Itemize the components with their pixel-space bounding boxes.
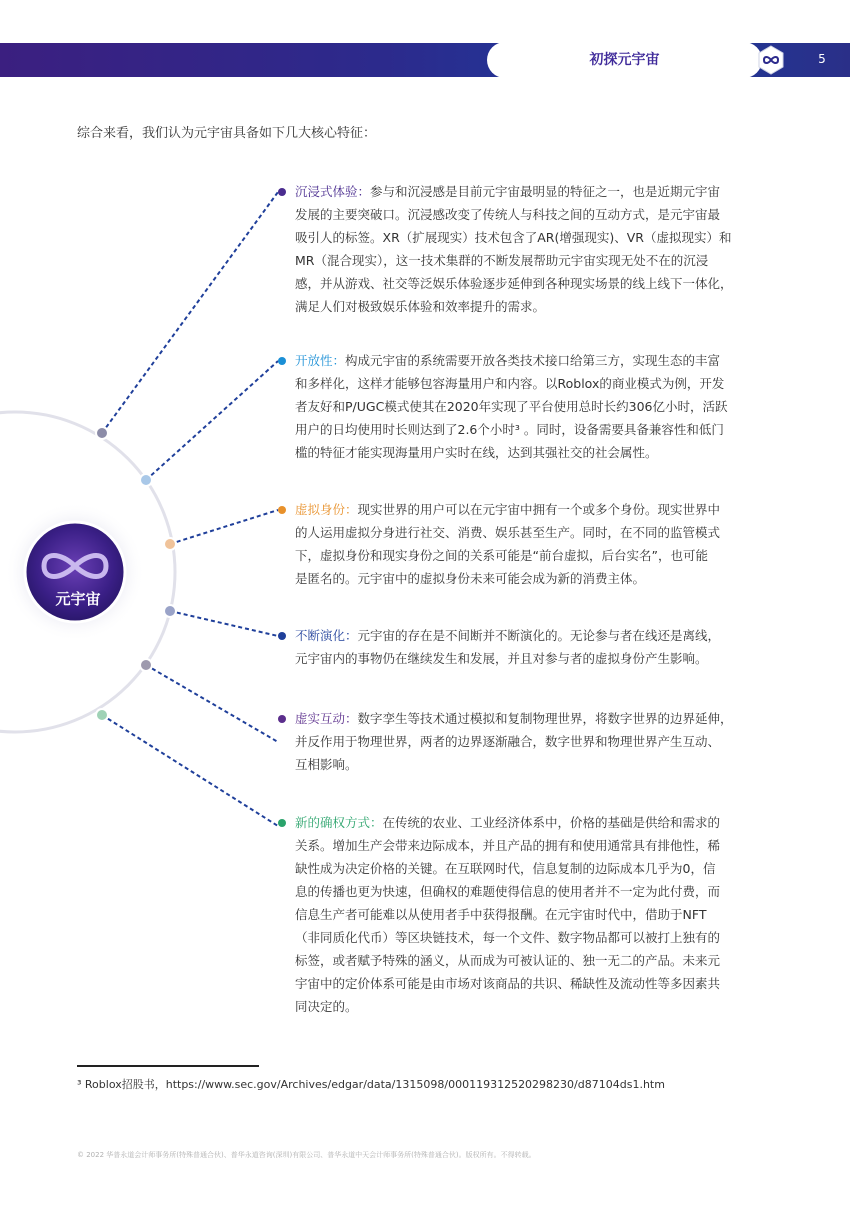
intro-text: 综合来看，我们认为元宇宙具备如下几大核心特征： xyxy=(77,126,377,141)
page-number: 5 xyxy=(818,52,826,66)
feature-virtual-real-interaction: 虚实互动：数字孪生等技术通过模拟和复制物理世界，将数字世界的边界延伸， 并反作用于物理世界，两者的边界逐渐融合，数字世界和物理世界产生互动、 互相影响。 xyxy=(295,711,733,772)
feature-bullet xyxy=(278,506,286,514)
feature-evolution: 不断演化：元宇宙的存在是不间断并不断演化的。无论参与者在线还是离线， 元宇宙内的事物仍在继续发生和发展，并且对参与者的虚拟身份产生影响。 xyxy=(295,628,721,666)
feature-bullet xyxy=(278,357,286,365)
connector-line xyxy=(170,611,278,636)
feature-bullet xyxy=(278,188,286,196)
feature-virtual-identity: 虚拟身份：现实世界的用户可以在元宇宙中拥有一个或多个身份。现实世界中 的人运用虚拟分身进行社交、消费、娱乐甚至生产。同时，在不同的监管模式 下，虚拟身份和现实身份之间的关系可能是“前台虚拟，后台实名”，也可能 是匿名的。元宇宙中的虚拟身份未来可能会成为新的消费主体。 xyxy=(295,502,721,586)
feature-new-ownership: 新的确权方式：在传统的农业、工业经济体系中，价格的基础是供给和需求的 关系。增加生产会带来边际成本，并且产品的拥有和使用通常具有排他性，稀 缺性成为决定价格的关键。在互联网时代，信息复制的边际成本几乎为0，信 息的传播也更为快速，但确权的难题使得信息的使用者并不一定为此付费，而 信息生产者可能难以从使用者手中获得报酬。在元宇宙时代中，借助于NFT （非同质化代币）等区块链技术，每一个文件、数字物品都可以被打上独有的 标签，或者赋予特殊的涵义，从而成为可被认证的、独一无二的产品。未来元 宇宙中的定价体系可能是由市场对该商品的共识、稀缺性及流动性等多因素共 同决定的。 xyxy=(295,815,721,1014)
feature-openness: 开放性：构成元宇宙的系统需要开放各类技术接口给第三方，实现生态的丰富 和多样化，这样才能够包容海量用户和内容。以Roblox的商业模式为例，开发 者友好和P/UGC模式使其在2020年实现了平台使用总时长约306亿小时，活跃 用户的日均使用时长则达到了2.6个小时³ 。同时，设备需要具备兼容性和低门 槛的特征才能实现海量用户实时在线，达到其强社交的社会属性。 xyxy=(295,353,728,460)
hub-label: 元宇宙 xyxy=(55,590,101,608)
connector-line xyxy=(146,361,278,480)
feature-immersive: 沉浸式体验：参与和沉浸感是目前元宇宙最明显的特征之一，也是近期元宇宙 发展的主要突破口。沉浸感改变了传统人与科技之间的互动方式，是元宇宙最 吸引人的标签。XR（扩展现实）技术包含了AR(增强现实)、VR（虚拟现实）和 MR（混合现实），这一技术集群的不断发展帮助元宇宙实现无处不在的沉浸 感，并从游戏、社交等泛娱乐体验逐步延伸到各种现实场景的线上线下一体化， 满足人们对极致娱乐体验和效率提升的需求。 xyxy=(295,184,733,314)
copyright-text: © 2022 华普永道会计师事务所(特殊普通合伙)、普华永道咨询(深圳)有限公司、普华永道中天会计师事务所(特殊普通合伙)。版权所有。不得转载。 xyxy=(77,1151,536,1159)
feature-bullet xyxy=(278,632,286,640)
header-title: 初探元宇宙 xyxy=(589,52,660,68)
feature-title: 虚拟身份： xyxy=(295,502,358,517)
feature-bullet xyxy=(278,715,286,723)
feature-title: 开放性： xyxy=(295,353,346,368)
feature-title: 不断演化： xyxy=(295,628,358,643)
arc-node xyxy=(96,427,108,439)
arc-node xyxy=(96,709,108,721)
footnote: ³ Roblox招股书，https://www.sec.gov/Archives/edgar/data/1315098/000119312520298230/d87104ds1.htm xyxy=(77,1078,665,1091)
feature-title: 虚实互动： xyxy=(295,711,358,726)
arc-node xyxy=(164,605,176,617)
footnote-divider xyxy=(77,1065,259,1067)
connector-line xyxy=(170,510,278,544)
feature-title: 新的确权方式： xyxy=(295,815,383,830)
feature-title: 沉浸式体验： xyxy=(295,184,371,199)
connector-line xyxy=(102,715,278,826)
connector-line xyxy=(102,192,278,433)
arc-node xyxy=(140,474,152,486)
connector-line xyxy=(146,665,278,742)
arc-node xyxy=(140,659,152,671)
feature-bullet xyxy=(278,819,286,827)
arc-node xyxy=(164,538,176,550)
